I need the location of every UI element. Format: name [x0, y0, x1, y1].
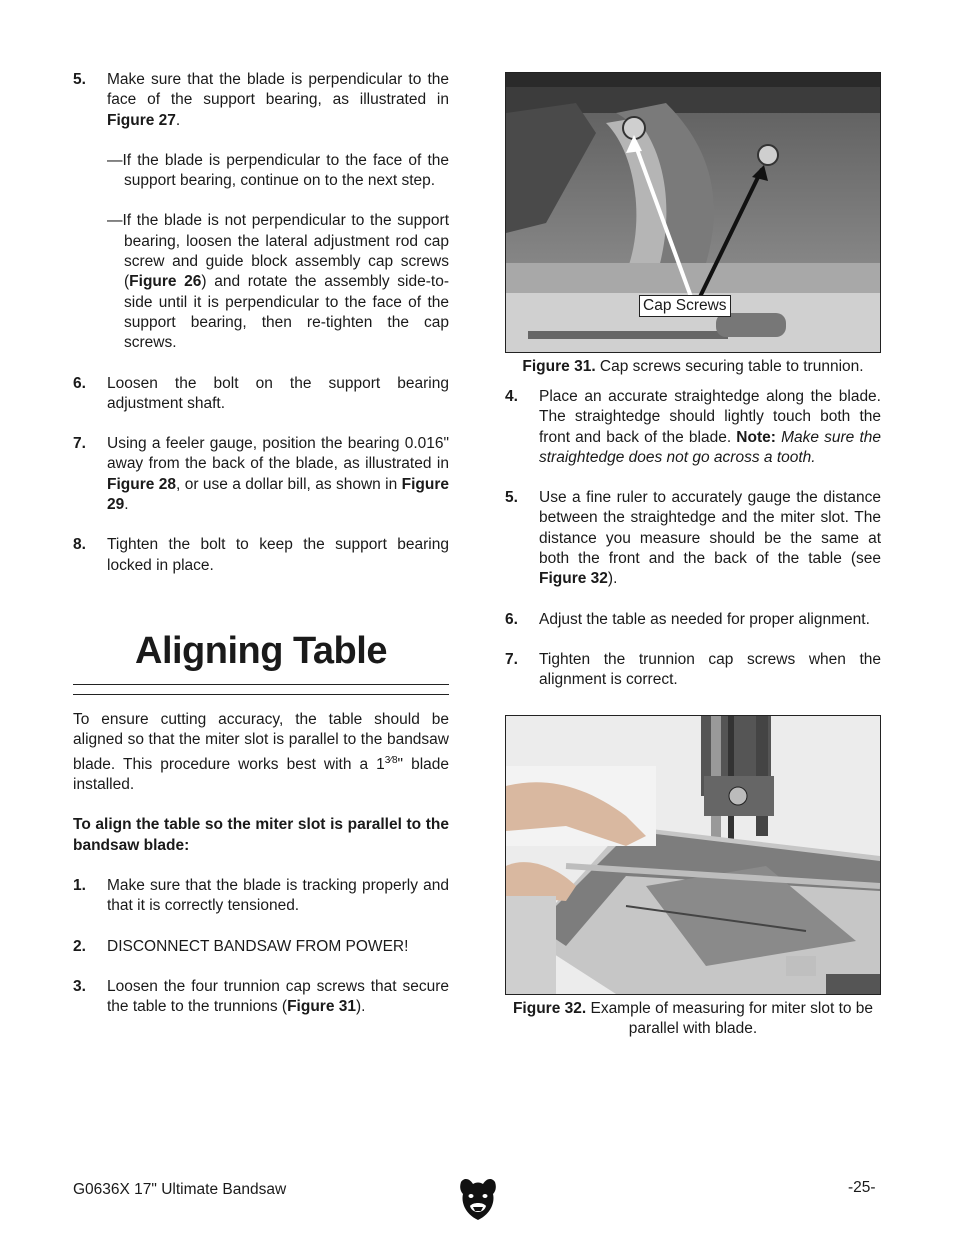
fraction: 3⁄8 [384, 754, 398, 766]
text: , or use a dollar bill, as shown in [176, 475, 402, 493]
step-text: Tighten the trunnion cap screws when the alignment is correct. [539, 650, 881, 689]
text: ) and rotate the assembly side-to-side until it is perpendicular to the face of the support bearing, then re-tighten the cap screws. [124, 273, 449, 352]
step-7 [505, 650, 881, 691]
step-text: Make sure that the blade is tracking properly and that it is correctly tensioned. [107, 876, 449, 915]
step-text [539, 488, 881, 589]
page-number: -25- [848, 1179, 876, 1196]
text: . [175, 111, 181, 129]
step-number: 3. [73, 977, 86, 995]
figure-ref: Figure 26 [129, 273, 202, 291]
text: Using a feeler gauge, position the bearing 0.016" away from the back of the blade, as illustrated in [107, 435, 449, 473]
step-text: Adjust the table as needed for proper alignment. [539, 610, 870, 628]
text: ). [607, 570, 618, 588]
caption-label: Figure 31. [522, 358, 596, 375]
text: ). [356, 998, 366, 1016]
step-number: 5. [73, 71, 86, 88]
figure-ref: Figure 32 [539, 570, 608, 588]
figure-ref: Figure 29 [107, 475, 449, 514]
text: Make sure that the blade is perpendicular to the face of the support bearing, as illustrated in [107, 71, 449, 109]
grizzly-bear-logo-icon [457, 1176, 499, 1222]
step-7 [73, 434, 449, 515]
bandsaw-table-illustration [506, 716, 880, 994]
step-text [539, 387, 881, 468]
right-column [505, 72, 881, 1039]
text: Loosen the four trunnion cap screws that secure the table to the trunnions ( [107, 977, 449, 1016]
text: Place an accurate straightedge along the blade. The straightedge should lightly touch both the front and back of the blade. [539, 388, 881, 446]
step-text: DISCONNECT BANDSAW FROM POWER! [107, 937, 409, 955]
sub-item-perpendicular: —If the blade is perpendicular to the face of the support bearing, continue on to the next step. [107, 151, 449, 190]
step-number: 5. [505, 489, 518, 507]
text: To ensure cutting accuracy, the table should be aligned so that the miter slot is parallel to the bandsaw blade. This procedure works best with a 1 [73, 711, 449, 773]
caption-text: Example of measuring for miter slot to be parallel with blade. [586, 999, 874, 1037]
step-2 [73, 937, 449, 957]
heading-rule-bottom [73, 694, 449, 695]
step-number: 7. [73, 435, 86, 453]
note-text: Make sure the straightedge does not go across a tooth. [539, 428, 881, 466]
heading-rule-top [73, 684, 449, 685]
step-4 [505, 387, 881, 468]
intro-paragraph [73, 710, 449, 795]
step-number: 6. [73, 374, 86, 392]
step-number: 6. [505, 610, 518, 628]
caption-label: Figure 32. [512, 999, 587, 1017]
step-6 [505, 610, 881, 630]
step-number: 4. [505, 388, 518, 405]
figure-ref: Figure 27 [107, 111, 176, 129]
section-heading: Aligning Table [135, 630, 387, 672]
step-8 [73, 535, 449, 576]
step-text [107, 977, 449, 1018]
step-1 [73, 876, 449, 917]
figure-ref: Figure 28 [107, 475, 176, 493]
left-column [73, 70, 449, 596]
figure-31-caption [505, 357, 881, 377]
step-5 [505, 488, 881, 589]
text: " blade installed. [73, 755, 449, 794]
step-text [107, 434, 449, 515]
figure-32-photo [505, 715, 881, 995]
step-3 [73, 977, 449, 1018]
cap-screws-label: Cap Screws [639, 295, 731, 317]
intro-block [73, 710, 449, 1037]
text: . [124, 496, 129, 514]
step-number: 1. [73, 876, 86, 894]
note-label: Note: [736, 428, 776, 446]
step-number: 7. [505, 650, 518, 668]
figure-31-photo [505, 72, 881, 353]
text: —If the blade is not perpendicular to the support bearing, loosen the lateral adjustment rod cap screw and guide block assembly cap screws ( [107, 212, 449, 291]
step-number: 8. [73, 536, 86, 554]
step-6 [73, 374, 449, 415]
procedure-lead: To align the table so the miter slot is parallel to the bandsaw blade: [73, 816, 449, 854]
step-text: Tighten the bolt to keep the support bearing locked in place. [107, 536, 449, 574]
sub-item-not-perpendicular [107, 211, 449, 353]
step-text: Loosen the bolt on the support bearing adjustment shaft. [107, 374, 449, 412]
step-5 [73, 70, 449, 131]
figure-32-caption [505, 999, 881, 1039]
text: Use a fine ruler to accurately gauge the distance between the straightedge and the miter slot. The distance you measure should be the same at both the front and the back of the table (see [539, 489, 881, 568]
figure-ref: Figure 31 [287, 998, 357, 1016]
caption-text: Cap screws securing table to trunnion. [595, 358, 864, 375]
footer-model: G0636X 17" Ultimate Bandsaw [73, 1181, 287, 1198]
step-number: 2. [73, 937, 86, 955]
step-text [107, 70, 449, 131]
